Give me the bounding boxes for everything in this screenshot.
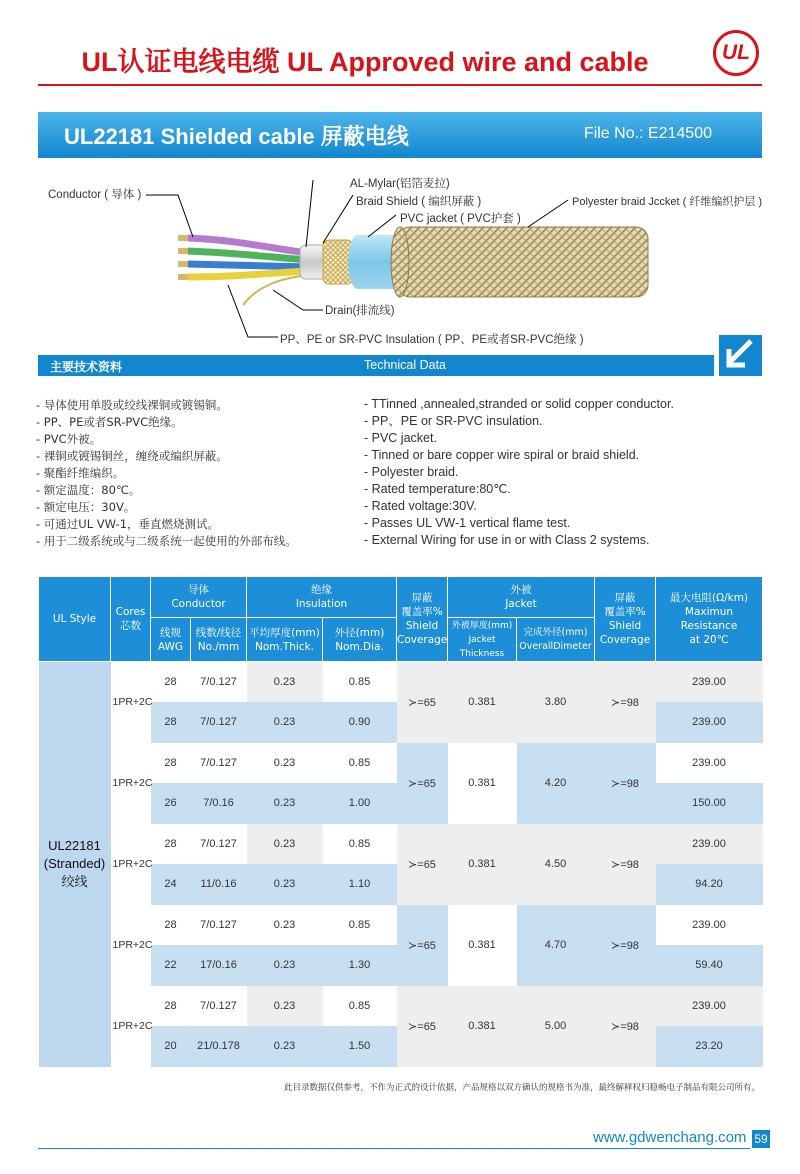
spec-en-item: - PP、PE or SR-PVC insulation. bbox=[364, 414, 543, 428]
cores-cell: 1PR+2C bbox=[111, 662, 151, 743]
shield-coverage-cell: ≻=65 bbox=[397, 905, 448, 986]
wire-yellow bbox=[188, 271, 308, 277]
nom-dia-cell: 0.90 bbox=[323, 702, 397, 743]
disclaimer: 此目录数据仅供参考，不作为正式的设计依据，产品规格以双方确认的规格书为准，最终解释权归稳畅电子制品有限公司所有。 bbox=[283, 1083, 760, 1093]
shield-coverage-cell: ≻=65 bbox=[397, 986, 448, 1067]
website-link[interactable]: www.gdwenchang.com bbox=[593, 1129, 747, 1146]
file-number: File No.: E214500 bbox=[583, 125, 712, 142]
th-cores: Cores 芯数 bbox=[111, 577, 151, 662]
nom-thick-cell: 0.23 bbox=[247, 1026, 323, 1067]
spec-en-item: - Polyester braid. bbox=[364, 465, 459, 479]
resistance-cell: 239.00 bbox=[656, 702, 763, 743]
resistance-cell: 239.00 bbox=[656, 905, 763, 946]
no-mm-cell: 7/0.127 bbox=[191, 905, 247, 946]
nom-dia-cell: 0.85 bbox=[323, 743, 397, 784]
th-nom-dia: 外径(mm) Nom.Dia. bbox=[323, 618, 397, 662]
no-mm-cell: 7/0.127 bbox=[191, 702, 247, 743]
spec-table-body bbox=[39, 662, 763, 1067]
awg-cell: 26 bbox=[151, 783, 191, 824]
th-shield-coverage-2: 屏蔽 覆盖率% Shield Coverage bbox=[595, 577, 656, 662]
spec-zh-item: - 聚酯纤维编织。 bbox=[36, 466, 125, 480]
spec-en-item: - Rated temperature:80℃. bbox=[364, 482, 511, 496]
nom-thick-cell: 0.23 bbox=[247, 783, 323, 824]
wire-blue bbox=[188, 264, 308, 267]
jacket-thickness-cell: 0.381 bbox=[448, 824, 517, 905]
no-mm-cell: 7/0.127 bbox=[191, 743, 247, 784]
nom-dia-cell: 0.85 bbox=[323, 824, 397, 865]
table-row bbox=[39, 743, 763, 784]
spec-zh-item: - 导体使用单股或绞线裸铜或镀锡铜。 bbox=[36, 398, 228, 412]
shield-coverage-cell: ≻=65 bbox=[397, 824, 448, 905]
awg-cell: 24 bbox=[151, 864, 191, 905]
overall-dia-cell: 3.80 bbox=[517, 662, 595, 743]
spec-en-item: - PVC jacket. bbox=[364, 431, 437, 445]
nom-dia-cell: 1.00 bbox=[323, 783, 397, 824]
th-ul-style: UL Style bbox=[39, 577, 111, 662]
callout-pvc-jacket: PVC jacket ( PVC护套 ) bbox=[400, 213, 521, 225]
page-title: UL认证电线电缆 UL Approved wire and cable bbox=[81, 47, 649, 77]
awg-cell: 22 bbox=[151, 945, 191, 986]
th-jacket: 外被 Jacket bbox=[448, 577, 595, 618]
awg-cell: 28 bbox=[151, 702, 191, 743]
specs-zh bbox=[36, 397, 297, 550]
spec-en-item: - Tinned or bare copper wire spiral or braid shield. bbox=[364, 448, 640, 462]
resistance-cell: 239.00 bbox=[656, 986, 763, 1027]
overall-dia-cell: 5.00 bbox=[517, 986, 595, 1067]
th-conductor: 导体 Conductor bbox=[151, 577, 247, 618]
nom-thick-cell: 0.23 bbox=[247, 743, 323, 784]
spec-en-item: - Passes UL VW-1 vertical flame test. bbox=[364, 516, 571, 530]
resistance-cell: 239.00 bbox=[656, 743, 763, 784]
spec-zh-item: - 额定温度：80℃。 bbox=[36, 483, 141, 497]
spec-table bbox=[38, 576, 763, 1067]
th-overall-dia: 完成外径(mm) OverallDimeter bbox=[517, 618, 595, 662]
no-mm-cell: 21/0.178 bbox=[191, 1026, 247, 1067]
spec-en-item: - Rated voltage:30V. bbox=[364, 499, 477, 513]
callout-al-mylar: AL-Mylar(铝箔麦拉) bbox=[350, 178, 450, 190]
title-divider bbox=[38, 84, 762, 86]
th-insulation: 绝缘 Insulation bbox=[247, 577, 397, 618]
resistance-cell: 94.20 bbox=[656, 864, 763, 905]
nom-thick-cell: 0.23 bbox=[247, 945, 323, 986]
shield-coverage-2-cell: ≻=98 bbox=[595, 743, 656, 824]
table-row bbox=[39, 824, 763, 865]
nom-thick-cell: 0.23 bbox=[247, 702, 323, 743]
th-shield-coverage: 屏蔽 覆盖率% Shield Coverage bbox=[397, 577, 448, 662]
th-jacket-thickness: 外被厚度(mm) Jacket Thickness bbox=[448, 618, 517, 662]
jacket-thickness-cell: 0.381 bbox=[448, 905, 517, 986]
no-mm-cell: 7/0.127 bbox=[191, 662, 247, 703]
overall-dia-cell: 4.20 bbox=[517, 743, 595, 824]
callout-insulation: PP、PE or SR-PVC Insulation ( PP、PE或者SR-PVC绝缘 ) bbox=[280, 334, 584, 346]
no-mm-cell: 17/0.16 bbox=[191, 945, 247, 986]
callout-polyester: Polyester braid Jccket ( 纤维编织护层 ) bbox=[572, 196, 763, 208]
footer-divider bbox=[38, 1148, 750, 1149]
th-resistance: 最大电阻(Ω/km) Maximun Resistance at 20℃ bbox=[656, 577, 763, 662]
nom-thick-cell: 0.23 bbox=[247, 905, 323, 946]
table-row bbox=[39, 905, 763, 946]
section-title: UL22181 Shielded cable 屏蔽电线 bbox=[64, 124, 409, 149]
overall-dia-cell: 4.50 bbox=[517, 824, 595, 905]
resistance-cell: 239.00 bbox=[656, 824, 763, 865]
spec-en-item: - TTinned ,annealed,stranded or solid copper conductor. bbox=[364, 397, 674, 411]
nom-dia-cell: 1.10 bbox=[323, 864, 397, 905]
cores-cell: 1PR+2C bbox=[111, 986, 151, 1067]
shield-coverage-cell: ≻=65 bbox=[397, 743, 448, 824]
awg-cell: 28 bbox=[151, 743, 191, 784]
spec-zh-item: - 额定电压：30V。 bbox=[36, 500, 136, 514]
tech-title-en: Technical Data bbox=[364, 358, 446, 372]
spec-en-item: - External Wiring for use in or with Class 2 systems. bbox=[364, 533, 650, 547]
jacket-thickness-cell: 0.381 bbox=[448, 986, 517, 1067]
th-nom-thick: 平均厚度(mm) Nom.Thick. bbox=[247, 618, 323, 662]
shield-coverage-cell: ≻=65 bbox=[397, 662, 448, 743]
nom-dia-cell: 1.30 bbox=[323, 945, 397, 986]
nom-thick-cell: 0.23 bbox=[247, 662, 323, 703]
spec-zh-item: - 裸铜或镀锡铜丝，缠绕或编织屏蔽。 bbox=[36, 449, 228, 463]
tech-title-zh: 主要技术资料 bbox=[50, 360, 123, 374]
cores-cell: 1PR+2C bbox=[111, 743, 151, 824]
drain-wire bbox=[243, 275, 313, 305]
callout-drain: Drain(排流线) bbox=[325, 305, 395, 317]
nom-thick-cell: 0.23 bbox=[247, 864, 323, 905]
cores-cell: 1PR+2C bbox=[111, 824, 151, 905]
shield-coverage-2-cell: ≻=98 bbox=[595, 986, 656, 1067]
shield-coverage-2-cell: ≻=98 bbox=[595, 824, 656, 905]
ul-logo: UL bbox=[713, 30, 759, 76]
arrow-icon bbox=[719, 335, 762, 376]
spec-zh-item: - PP、PE或者SR-PVC绝缘。 bbox=[36, 415, 183, 429]
overall-dia-cell: 4.70 bbox=[517, 905, 595, 986]
no-mm-cell: 7/0.16 bbox=[191, 783, 247, 824]
table-row bbox=[39, 986, 763, 1027]
ul-style-cell: UL22181 (Stranded) 绞线 bbox=[39, 662, 111, 1067]
resistance-cell: 59.40 bbox=[656, 945, 763, 986]
nom-thick-cell: 0.23 bbox=[247, 824, 323, 865]
polyester-braid bbox=[398, 227, 648, 297]
nom-dia-cell: 0.85 bbox=[323, 662, 397, 703]
spec-zh-item: - PVC外被。 bbox=[36, 432, 102, 446]
resistance-cell: 150.00 bbox=[656, 783, 763, 824]
no-mm-cell: 7/0.127 bbox=[191, 986, 247, 1027]
spec-zh-item: - 可通过UL VW-1，垂直燃烧测试。 bbox=[36, 517, 220, 531]
callout-conductor: Conductor ( 导体 ) bbox=[48, 189, 142, 201]
nom-dia-cell: 0.85 bbox=[323, 905, 397, 946]
nom-dia-cell: 1.50 bbox=[323, 1026, 397, 1067]
specs-en bbox=[364, 396, 674, 549]
th-awg: 线规 AWG bbox=[151, 618, 191, 662]
th-no-mm: 线数/线径 No./mm bbox=[191, 618, 247, 662]
spec-zh-item: - 用于二级系统或与二级系统一起使用的外部布线。 bbox=[36, 534, 297, 548]
jacket-thickness-cell: 0.381 bbox=[448, 662, 517, 743]
no-mm-cell: 11/0.16 bbox=[191, 864, 247, 905]
page-number: 59 bbox=[752, 1130, 770, 1148]
section-header bbox=[38, 112, 762, 158]
tech-data-bar bbox=[38, 355, 714, 376]
jacket-thickness-cell: 0.381 bbox=[448, 743, 517, 824]
table-row bbox=[39, 662, 763, 703]
nom-thick-cell: 0.23 bbox=[247, 986, 323, 1027]
resistance-cell: 23.20 bbox=[656, 1026, 763, 1067]
no-mm-cell: 7/0.127 bbox=[191, 824, 247, 865]
nom-dia-cell: 0.85 bbox=[323, 986, 397, 1027]
shield-coverage-2-cell: ≻=98 bbox=[595, 905, 656, 986]
awg-cell: 28 bbox=[151, 905, 191, 946]
awg-cell: 28 bbox=[151, 824, 191, 865]
awg-cell: 28 bbox=[151, 662, 191, 703]
callout-braid-shield: Braid Shield ( 编织屏蔽 ) bbox=[356, 196, 482, 208]
awg-cell: 20 bbox=[151, 1026, 191, 1067]
shield-coverage-2-cell: ≻=98 bbox=[595, 662, 656, 743]
resistance-cell: 239.00 bbox=[656, 662, 763, 703]
awg-cell: 28 bbox=[151, 986, 191, 1027]
cores-cell: 1PR+2C bbox=[111, 905, 151, 986]
